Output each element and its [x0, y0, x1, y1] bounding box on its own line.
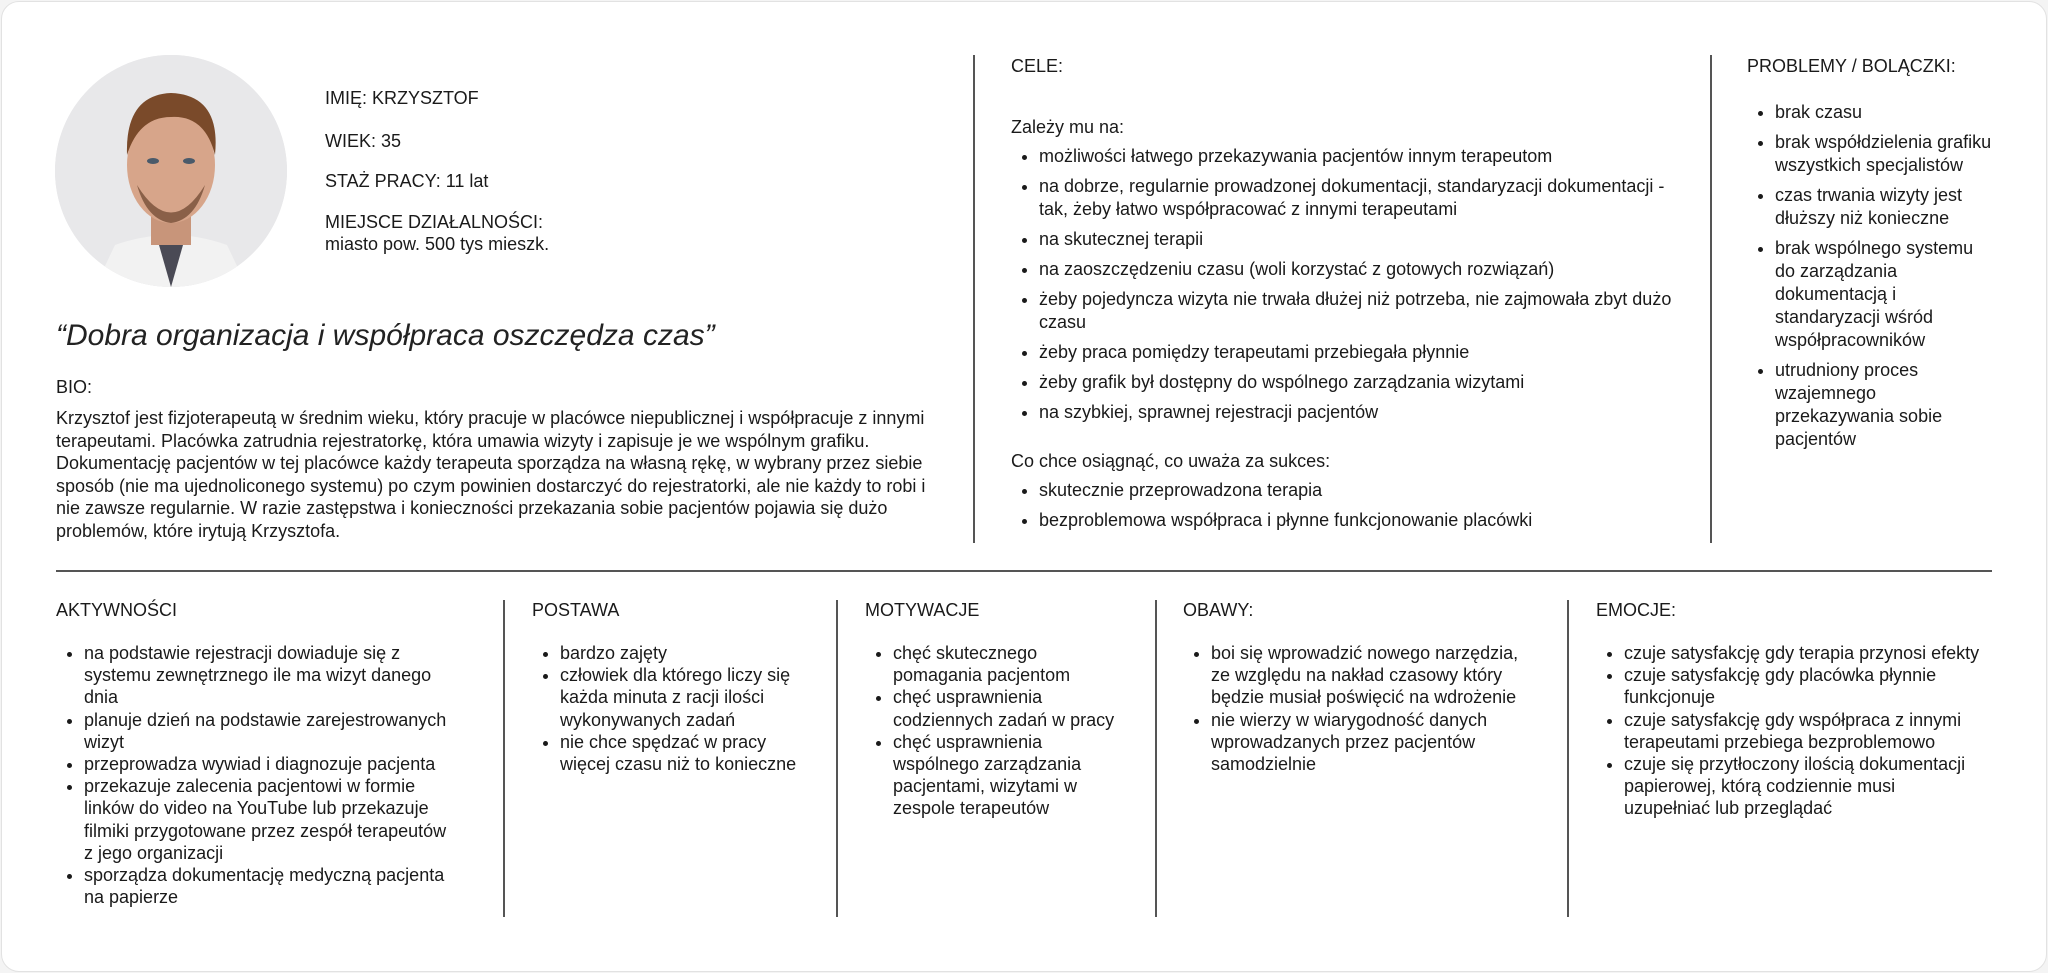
- persona-age: WIEK: 35: [325, 131, 402, 151]
- list-item: • brak wspólnego systemu do zarządzania dokumentacją i standaryzacji wśród współpracowników: [1775, 237, 1997, 352]
- column-divider: [973, 55, 975, 543]
- motivations-title: MOTYWACJE: [865, 600, 980, 620]
- bio-label: BIO:: [56, 377, 93, 397]
- list-item: • czuje satysfakcję gdy terapia przynosi efekty: [1624, 642, 1986, 664]
- attitude-list: [532, 642, 817, 775]
- attitude-title: POSTAWA: [532, 600, 620, 620]
- list-item: • przeprowadza wywiad i diagnozuje pacjenta: [84, 753, 456, 775]
- column-divider: [1155, 600, 1157, 917]
- list-item: • czas trwania wizyty jest dłuższy niż konieczne: [1775, 184, 1997, 230]
- list-item: • nie chce spędzać w pracy więcej czasu niż to konieczne: [560, 731, 817, 775]
- list-item: • żeby pojedyncza wizyta nie trwała dłużej niż potrzeba, nie zajmowała zbyt dużo czasu: [1039, 288, 1691, 334]
- list-item: • na szybkiej, sprawnej rejestracji pacjentów: [1039, 401, 1691, 424]
- persona-quote: “Dobra organizacja i współpraca oszczędza czas”: [56, 319, 715, 352]
- fears-section: [1183, 599, 1523, 775]
- persona-location-label: MIEJSCE DZIAŁALNOŚCI:: [325, 212, 544, 232]
- motivations-list: [865, 642, 1125, 820]
- bio-text: Krzysztof jest fizjoterapeutą w średnim wieku, który pracuje w placówce niepublicznej i współpracuje z innymi terapeutami. Placówka zatrudnia rejestratorkę, która umawia wizyty i zapisuje je we wspólnym grafiku. Dokumentację pacjentów w tej placówce każdy terapeuta sporządza na własną rękę, w wybrany przez siebie sposób (nie ma ujednoliconego systemu) po czym powinien dostarczyć do rejestratorki, ale nie każdy to robi i nie zawsze regularnie. W razie zastępstwa i konieczności przekazania sobie pacjentów pojawia się dużo problemów, które irytują Krzysztofa.: [56, 408, 926, 541]
- list-item: • bezproblemowa współpraca i płynne funkcjonowanie placówki: [1039, 509, 1691, 532]
- list-item: • czuje się przytłoczony ilością dokumentacji papierowej, którą codziennie musi uzupełniać lub przeglądać: [1624, 753, 1986, 820]
- motivations-section: [865, 599, 1125, 820]
- list-item: • na podstawie rejestracji dowiaduje się z systemu zewnętrznego ile ma wizyt danego dnia: [84, 642, 456, 709]
- goals-section: [1011, 55, 1691, 539]
- avatar-photo-icon: [55, 55, 287, 287]
- goals-title: CELE:: [1011, 56, 1064, 76]
- list-item: • żeby praca pomiędzy terapeutami przebiegała płynnie: [1039, 341, 1691, 364]
- list-item: • na zaoszczędzeniu czasu (woli korzystać z gotowych rozwiązań): [1039, 258, 1691, 281]
- column-divider: [1710, 55, 1712, 543]
- list-item: • czuje satysfakcję gdy placówka płynnie funkcjonuje: [1624, 664, 1986, 708]
- list-item: • na skutecznej terapii: [1039, 228, 1691, 251]
- list-item: • planuje dzień na podstawie zarejestrowanych wizyt: [84, 709, 456, 753]
- list-item: • możliwości łatwego przekazywania pacjentów innym terapeutom: [1039, 145, 1691, 168]
- list-item: • człowiek dla którego liczy się każda minuta z racji ilości wykonywanych zadań: [560, 664, 817, 731]
- list-item: • czuje satysfakcję gdy współpraca z innymi terapeutami przebiega bezproblemowo: [1624, 709, 1986, 753]
- persona-name: IMIĘ: KRZYSZTOF: [325, 88, 479, 108]
- activities-list: [56, 642, 456, 908]
- column-divider: [503, 600, 505, 917]
- emotions-section: [1596, 599, 1986, 820]
- persona-location-value: miasto pow. 500 tys mieszk.: [325, 234, 550, 254]
- avatar: [55, 55, 287, 287]
- column-divider: [1567, 600, 1569, 917]
- list-item: • chęć usprawnienia codziennych zadań w pracy: [893, 686, 1125, 730]
- list-item: • brak czasu: [1775, 101, 1997, 124]
- list-item: • boi się wprowadzić nowego narzędzia, ze względu na nakład czasowy który będzie musiał poświęcić na wdrożenie: [1211, 642, 1523, 709]
- attitude-section: [532, 599, 817, 775]
- list-item: • brak współdzielenia grafiku wszystkich specjalistów: [1775, 131, 1997, 177]
- emotions-title: EMOCJE:: [1596, 600, 1677, 620]
- column-divider: [836, 600, 838, 917]
- activities-title: AKTYWNOŚCI: [56, 600, 178, 620]
- problems-section: [1747, 55, 1997, 458]
- emotions-list: [1596, 642, 1986, 820]
- list-item: • sporządza dokumentację medyczną pacjenta na papierze: [84, 864, 456, 908]
- problems-list: [1747, 101, 1997, 451]
- list-item: • bardzo zajęty: [560, 642, 817, 664]
- section-divider: [56, 570, 1992, 572]
- goals-cares-label: Zależy mu na:: [1011, 117, 1125, 137]
- list-item: • przekazuje zalecenia pacjentowi w formie linków do video na YouTube lub przekazuje filmiki przygotowane przez zespół terapeutów z jego organizacji: [84, 775, 456, 864]
- list-item: • żeby grafik był dostępny do wspólnego zarządzania wizytami: [1039, 371, 1691, 394]
- fears-list: [1183, 642, 1523, 775]
- fears-title: OBAWY:: [1183, 600, 1254, 620]
- persona-experience: STAŻ PRACY: 11 lat: [325, 171, 489, 191]
- list-item: • utrudniony proces wzajemnego przekazywania sobie pacjentów: [1775, 359, 1997, 451]
- list-item: • chęć skutecznego pomagania pacjentom: [893, 642, 1125, 686]
- list-item: • nie wierzy w wiarygodność danych wprowadzanych przez pacjentów samodzielnie: [1211, 709, 1523, 776]
- goals-success-label: Co chce osiągnąć, co uważa za sukces:: [1011, 451, 1331, 471]
- activities-section: [56, 599, 456, 908]
- list-item: • chęć usprawnienia wspólnego zarządzania pacjentami, wizytami w zespole terapeutów: [893, 731, 1125, 820]
- list-item: • skutecznie przeprowadzona terapia: [1039, 479, 1691, 502]
- list-item: • na dobrze, regularnie prowadzonej dokumentacji, standaryzacji dokumentacji - tak, żeby łatwo współpracować z innymi terapeutami: [1039, 175, 1691, 221]
- problems-title: PROBLEMY / BOLĄCZKI:: [1747, 56, 1956, 76]
- goals-cares-list: [1011, 145, 1691, 424]
- goals-success-list: [1011, 479, 1691, 532]
